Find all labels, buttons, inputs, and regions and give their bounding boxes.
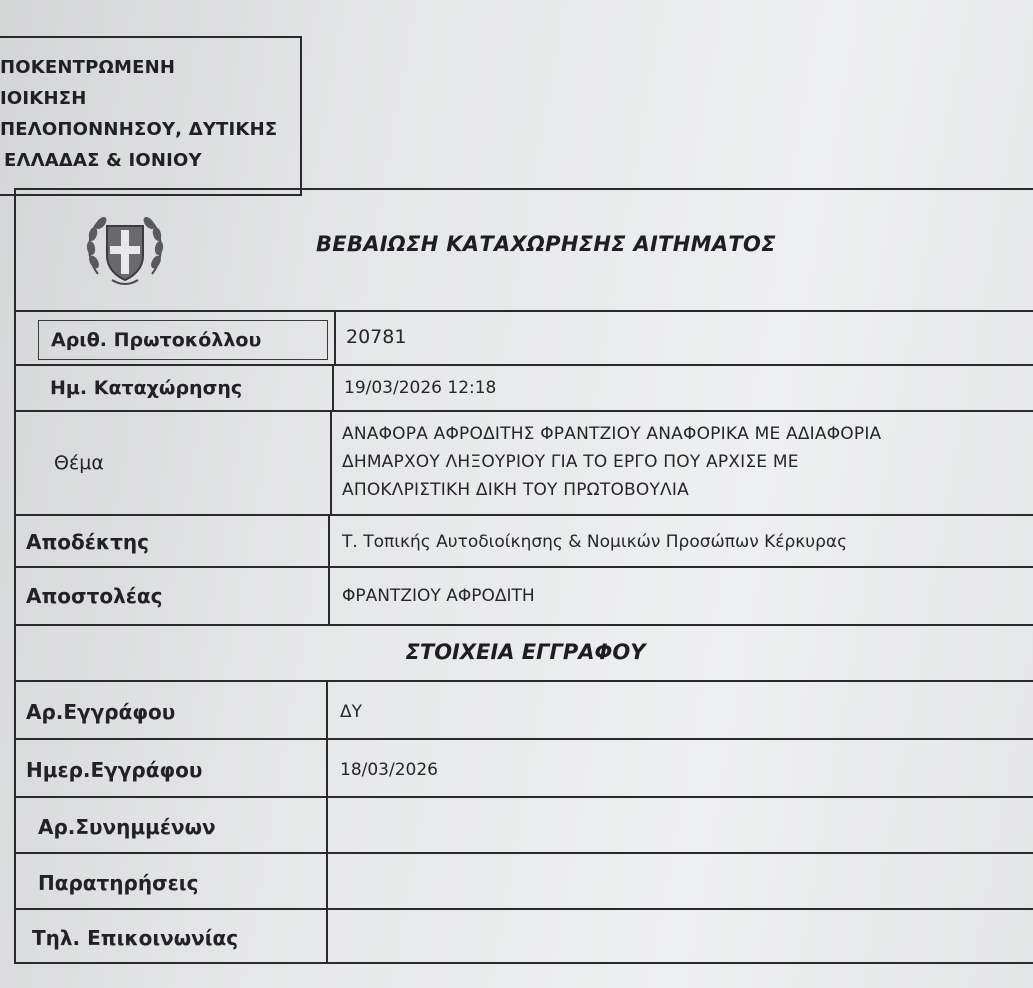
row-registration-date bbox=[14, 364, 1033, 410]
subject-label: Θέμα bbox=[54, 452, 104, 474]
row-notes bbox=[14, 852, 1033, 908]
attachments-label: Αρ.Συνημμένων bbox=[38, 815, 216, 839]
column-divider bbox=[328, 568, 330, 624]
subject-line-2: ΔΗΜΑΡΧΟΥ ΛΗΞΟΥΡΙΟΥ ΓΙΑ ΤΟ ΕΡΓΟ ΠΟΥ ΑΡΧΙΣΕ ΜΕ bbox=[342, 452, 799, 472]
row-document-date bbox=[14, 738, 1033, 796]
column-divider bbox=[326, 740, 328, 796]
row-attachments bbox=[14, 796, 1033, 852]
agency-line-2: ΙΟΙΚΗΣΗ bbox=[0, 88, 87, 109]
agency-line-4: ΕΛΛΑΔΑΣ & ΙΟΝΙΟΥ bbox=[4, 150, 202, 171]
document-title: ΒΕΒΑΙΩΣΗ ΚΑΤΑΧΩΡΗΣΗΣ ΑΙΤΗΜΑΤΟΣ bbox=[316, 232, 776, 256]
table-bottom-border bbox=[14, 962, 1033, 964]
column-divider bbox=[332, 366, 334, 410]
column-divider bbox=[328, 516, 330, 566]
column-divider bbox=[330, 412, 332, 514]
row-protocol bbox=[14, 310, 1033, 364]
row-sender bbox=[14, 566, 1033, 624]
registration-date-value: 19/03/2026 12:18 bbox=[344, 378, 497, 398]
row-recipient bbox=[14, 514, 1033, 566]
agency-header-box bbox=[0, 36, 302, 196]
phone-label: Τηλ. Επικοινωνίας bbox=[32, 926, 239, 950]
recipient-label: Αποδέκτης bbox=[26, 530, 149, 554]
row-section-title bbox=[14, 624, 1033, 680]
column-divider bbox=[326, 798, 328, 852]
registration-date-label: Ημ. Καταχώρησης bbox=[50, 377, 243, 399]
column-divider bbox=[326, 910, 328, 962]
row-subject bbox=[14, 410, 1033, 514]
subject-line-1: ΑΝΑΦΟΡΑ ΑΦΡΟΔΙΤΗΣ ΦΡΑΝΤΖΙΟΥ ΑΝΑΦΟΡΙΚΑ ΜΕ ΑΔΙΑΦΟΡΙΑ bbox=[342, 424, 882, 444]
document-number-label: Αρ.Εγγράφου bbox=[26, 700, 176, 724]
row-document-number bbox=[14, 680, 1033, 738]
document-date-label: Ημερ.Εγγράφου bbox=[26, 758, 203, 782]
column-divider bbox=[326, 854, 328, 908]
form-header bbox=[14, 188, 1033, 310]
agency-line-3: ΠΕΛΟΠΟΝΝΗΣΟΥ, ΔΥΤΙΚΗΣ bbox=[0, 119, 278, 140]
greek-coat-of-arms-icon bbox=[80, 204, 170, 294]
column-divider bbox=[326, 682, 328, 738]
sender-value: ΦΡΑΝΤΖΙΟΥ ΑΦΡΟΔΙΤΗ bbox=[342, 586, 535, 606]
sender-label: Αποστολέας bbox=[26, 584, 163, 608]
subject-line-3: ΑΠΟΚΛΡΙΣΤΙΚΗ ΔΙΚΗ ΤΟΥ ΠΡΩΤΟΒΟΥΛΙΑ bbox=[342, 480, 689, 500]
notes-label: Παρατηρήσεις bbox=[38, 871, 199, 895]
agency-line-1: ΠΟΚΕΝΤΡΩΜΕΝΗ bbox=[0, 57, 176, 78]
registration-form bbox=[14, 188, 1033, 964]
row-phone bbox=[14, 908, 1033, 962]
protocol-label: Αριθ. Πρωτοκόλλου bbox=[38, 320, 328, 360]
document-section-title: ΣΤΟΙΧΕΙΑ ΕΓΓΡΑΦΟΥ bbox=[405, 640, 646, 664]
column-divider bbox=[334, 312, 336, 364]
subject-value bbox=[342, 420, 881, 504]
recipient-value: Τ. Τοπικής Αυτοδιοίκησης & Νομικών Προσώπων Κέρκυρας bbox=[342, 532, 848, 552]
document-number-value: ΔΥ bbox=[340, 702, 363, 722]
document-date-value: 18/03/2026 bbox=[340, 760, 438, 780]
protocol-value: 20781 bbox=[346, 326, 407, 348]
